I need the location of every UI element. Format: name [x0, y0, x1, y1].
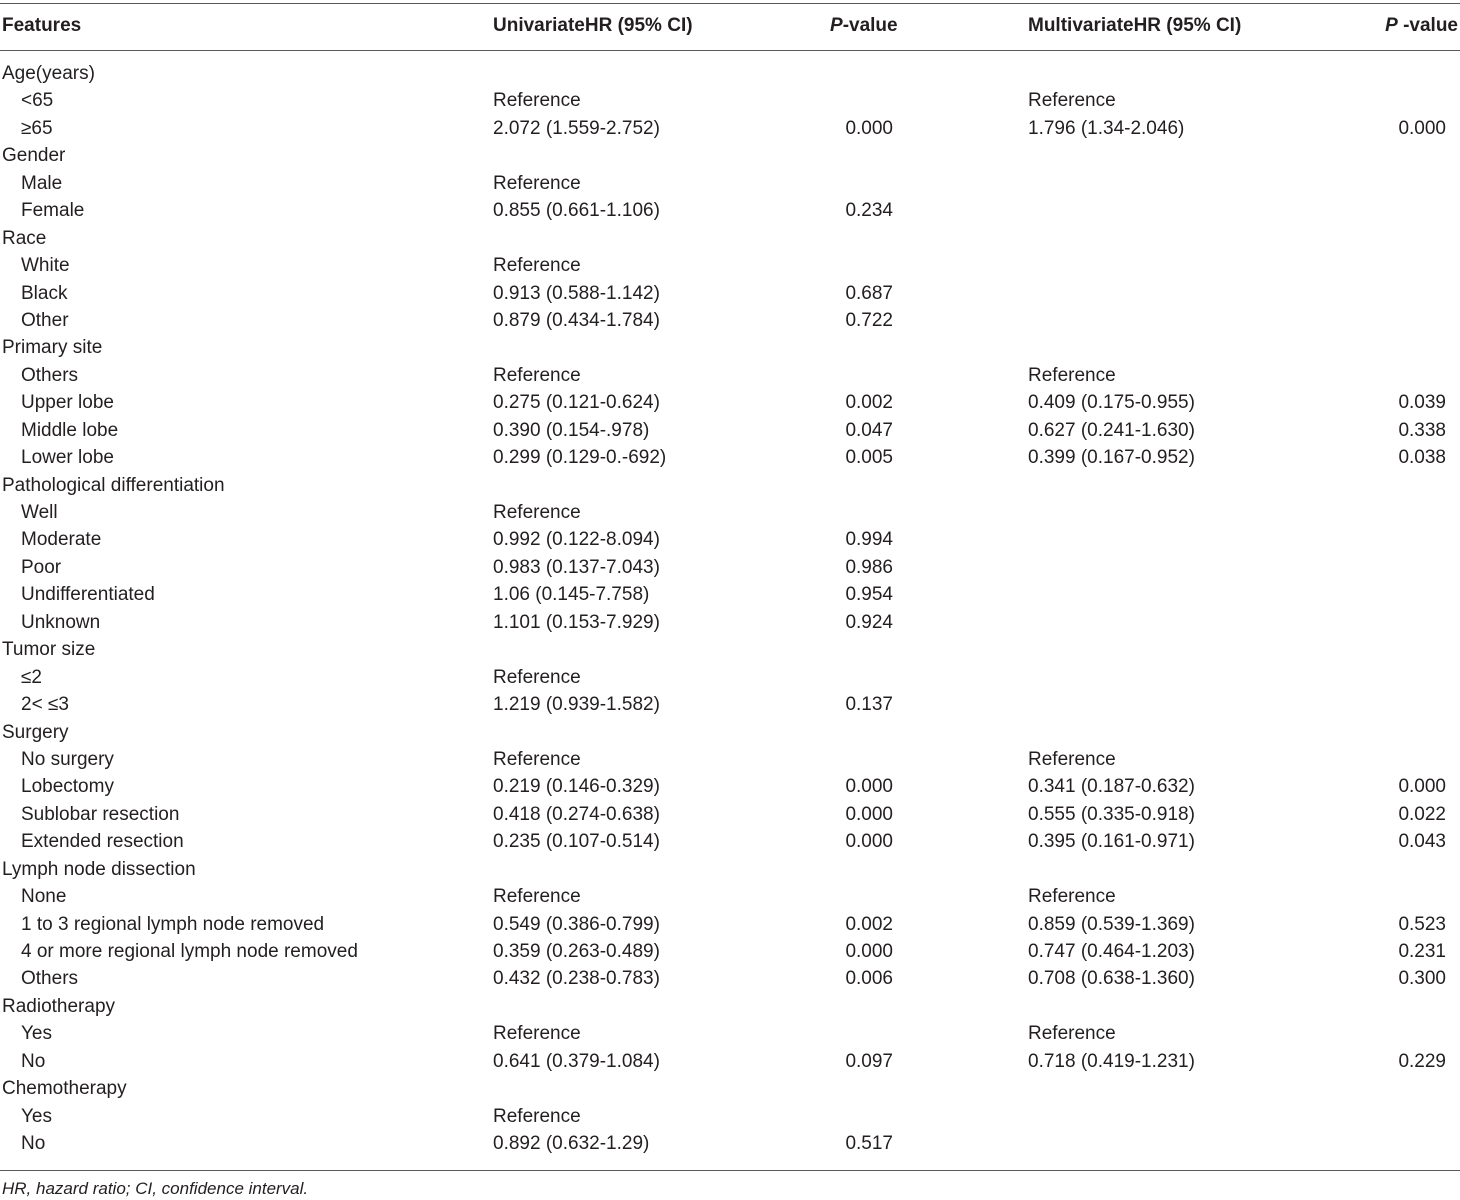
table-row [0, 500, 1460, 527]
feature-cell: None [21, 886, 67, 908]
univariate-hr-cell: Reference [493, 748, 581, 770]
multivariate-hr-cell: Reference [1028, 90, 1116, 112]
univariate-p-value-cell: 0.006 [845, 968, 893, 990]
table-row [0, 665, 1460, 692]
feature-cell: Surgery [2, 721, 69, 743]
feature-cell: 4 or more regional lymph node removed [21, 941, 358, 962]
univariate-hr-cell: 0.432 (0.238-0.783) [493, 968, 660, 990]
table-row [0, 88, 1460, 115]
table-group-row [0, 226, 1460, 253]
univariate-hr-cell: Reference [493, 1023, 581, 1045]
multivariate-p-value-cell: 0.229 [1398, 1050, 1446, 1072]
univariate-p-value-cell: 0.000 [845, 831, 893, 853]
table-row [0, 198, 1460, 225]
univariate-p-value-cell: 0.000 [845, 776, 893, 798]
table-group-row [0, 473, 1460, 500]
univariate-p-value-cell: 0.687 [845, 282, 893, 304]
feature-cell: Extended resection [21, 831, 184, 853]
multivariate-hr-cell: 0.395 (0.161-0.971) [1028, 831, 1195, 853]
multivariate-hr-cell: 0.708 (0.638-1.360) [1028, 968, 1195, 990]
feature-cell: Lymph node dissection [2, 858, 196, 880]
table-row [0, 610, 1460, 637]
multivariate-hr-cell: Reference [1028, 1023, 1116, 1045]
univariate-hr-cell: 2.072 (1.559-2.752) [493, 117, 660, 139]
multivariate-p-value-cell: 0.000 [1398, 776, 1446, 798]
univariate-p-value-cell: 0.924 [845, 611, 893, 633]
univariate-p-value-cell: 0.137 [845, 694, 893, 716]
univariate-hr-cell: 0.549 (0.386-0.799) [493, 913, 660, 935]
feature-cell: ≤2 [21, 666, 42, 688]
multivariate-hr-cell: 0.341 (0.187-0.632) [1028, 776, 1195, 798]
univariate-hr-cell: 0.983 (0.137-7.043) [493, 556, 660, 578]
table-row [0, 692, 1460, 719]
univariate-p-value-cell: 0.517 [845, 1133, 893, 1155]
header-features: Features [2, 15, 82, 36]
table-row [0, 1021, 1460, 1048]
multivariate-hr-cell: 0.399 (0.167-0.952) [1028, 447, 1195, 469]
header-multivariate-p-value [1385, 13, 1458, 39]
table-header-rule [0, 50, 1460, 51]
feature-cell: No [21, 1050, 46, 1072]
table-footnote: HR, hazard ratio; CI, confidence interval. [2, 1179, 309, 1198]
multivariate-hr-cell: Reference [1028, 886, 1116, 908]
multivariate-hr-cell: 0.718 (0.419-1.231) [1028, 1050, 1195, 1072]
univariate-p-value-cell: 0.000 [845, 941, 893, 962]
feature-cell: White [21, 255, 70, 277]
feature-cell: Moderate [21, 529, 102, 551]
header-multivariate-p-letter: P [1385, 15, 1398, 36]
univariate-p-value-cell: 0.994 [845, 529, 893, 551]
feature-cell: Age(years) [2, 63, 95, 84]
univariate-p-value-cell: 0.002 [845, 913, 893, 935]
table-row [0, 966, 1460, 993]
univariate-hr-cell: 0.235 (0.107-0.514) [493, 831, 660, 853]
feature-cell: Primary site [2, 337, 103, 359]
feature-cell: 1 to 3 regional lymph node removed [21, 913, 325, 935]
feature-cell: Tumor size [2, 639, 96, 661]
header-univariate-p-suffix: -value [842, 15, 898, 36]
table-row [0, 418, 1460, 445]
feature-cell: Others [21, 364, 79, 386]
table-row [0, 390, 1460, 417]
table-row [0, 1131, 1460, 1158]
univariate-hr-cell: Reference [493, 1105, 581, 1127]
table-row [0, 747, 1460, 774]
header-univariate-p-letter: P [830, 15, 843, 36]
univariate-p-value-cell: 0.000 [845, 803, 893, 825]
multivariate-p-value-cell: 0.523 [1398, 913, 1446, 935]
feature-cell: Poor [21, 556, 62, 578]
table-body [0, 61, 1460, 1159]
table-row [0, 774, 1460, 801]
table-header-row [0, 13, 1460, 41]
table-group-row [0, 143, 1460, 170]
table-group-row [0, 335, 1460, 362]
table-row [0, 582, 1460, 609]
table-row [0, 171, 1460, 198]
table-group-row [0, 61, 1460, 88]
feature-cell: Yes [21, 1105, 52, 1127]
feature-cell: Others [21, 968, 79, 990]
table-row [0, 555, 1460, 582]
univariate-hr-cell: 1.101 (0.153-7.929) [493, 611, 660, 633]
feature-cell: Pathological differentiation [2, 474, 225, 496]
univariate-p-value-cell: 0.005 [845, 447, 893, 469]
univariate-hr-cell: Reference [493, 364, 581, 386]
univariate-hr-cell: 1.219 (0.939-1.582) [493, 694, 660, 716]
multivariate-hr-cell: Reference [1028, 364, 1116, 386]
table-top-rule [0, 3, 1460, 4]
table-group-row [0, 637, 1460, 664]
table-row [0, 281, 1460, 308]
header-univariate-p-value [830, 13, 898, 39]
multivariate-hr-cell: Reference [1028, 748, 1116, 770]
header-multivariate-hr: MultivariateHR (95% CI) [1028, 15, 1242, 36]
multivariate-hr-cell: 0.747 (0.464-1.203) [1028, 941, 1195, 962]
feature-cell: Undifferentiated [21, 584, 155, 606]
univariate-hr-cell: 0.418 (0.274-0.638) [493, 803, 660, 825]
multivariate-p-value-cell: 0.022 [1398, 803, 1446, 825]
header-univariate-hr: UnivariateHR (95% CI) [493, 15, 693, 36]
feature-cell: <65 [21, 90, 54, 112]
univariate-hr-cell: 0.275 (0.121-0.624) [493, 392, 660, 414]
univariate-p-value-cell: 0.722 [845, 309, 893, 331]
table-row [0, 445, 1460, 472]
multivariate-hr-cell: 1.796 (1.34-2.046) [1028, 117, 1185, 139]
feature-cell: Sublobar resection [21, 803, 180, 825]
feature-cell: Upper lobe [21, 392, 114, 414]
feature-cell: Gender [2, 145, 66, 167]
feature-cell: No surgery [21, 748, 114, 770]
feature-cell: Radiotherapy [2, 995, 116, 1017]
table-row [0, 1049, 1460, 1076]
feature-cell: ≥65 [21, 117, 53, 139]
table-row [0, 527, 1460, 554]
univariate-hr-cell: 0.913 (0.588-1.142) [493, 282, 660, 304]
feature-cell: Male [21, 172, 63, 194]
univariate-hr-cell: Reference [493, 90, 581, 112]
table-bottom-rule [0, 1170, 1460, 1171]
table-row [0, 884, 1460, 911]
univariate-hr-cell: 0.641 (0.379-1.084) [493, 1050, 660, 1072]
univariate-hr-cell: 0.992 (0.122-8.094) [493, 529, 660, 551]
univariate-hr-cell: 0.359 (0.263-0.489) [493, 941, 660, 962]
univariate-hr-cell: Reference [493, 172, 581, 194]
table-row [0, 253, 1460, 280]
multivariate-p-value-cell: 0.338 [1398, 419, 1446, 441]
multivariate-p-value-cell: 0.038 [1398, 447, 1446, 469]
multivariate-hr-cell: 0.555 (0.335-0.918) [1028, 803, 1195, 825]
table-group-row [0, 857, 1460, 884]
header-multivariate-p-suffix: -value [1397, 15, 1458, 36]
feature-cell: Well [21, 502, 58, 523]
feature-cell: Lobectomy [21, 776, 114, 798]
feature-cell: Chemotherapy [2, 1078, 127, 1100]
table-group-row [0, 720, 1460, 747]
feature-cell: Female [21, 200, 85, 222]
univariate-p-value-cell: 0.986 [845, 556, 893, 578]
univariate-hr-cell: 0.892 (0.632-1.29) [493, 1133, 650, 1155]
feature-cell: Lower lobe [21, 447, 114, 469]
table-row [0, 116, 1460, 143]
table-row [0, 802, 1460, 829]
univariate-hr-cell: 0.855 (0.661-1.106) [493, 200, 660, 222]
table-row [0, 363, 1460, 390]
univariate-hr-cell: 0.390 (0.154-.978) [493, 419, 650, 441]
univariate-hr-cell: 1.06 (0.145-7.758) [493, 584, 650, 606]
multivariate-p-value-cell: 0.043 [1398, 831, 1446, 853]
univariate-hr-cell: Reference [493, 502, 581, 523]
univariate-p-value-cell: 0.954 [845, 584, 893, 606]
feature-cell: Race [2, 227, 47, 249]
multivariate-hr-cell: 0.859 (0.539-1.369) [1028, 913, 1195, 935]
multivariate-p-value-cell: 0.039 [1398, 392, 1446, 414]
univariate-p-value-cell: 0.002 [845, 392, 893, 414]
univariate-hr-cell: 0.879 (0.434-1.784) [493, 309, 660, 331]
univariate-p-value-cell: 0.047 [845, 419, 893, 441]
univariate-p-value-cell: 0.097 [845, 1050, 893, 1072]
table-row [0, 308, 1460, 335]
multivariate-hr-cell: 0.627 (0.241-1.630) [1028, 419, 1195, 441]
table-group-row [0, 1076, 1460, 1103]
table-row [0, 939, 1460, 966]
multivariate-hr-cell: 0.409 (0.175-0.955) [1028, 392, 1195, 414]
univariate-hr-cell: Reference [493, 666, 581, 688]
univariate-hr-cell: 0.219 (0.146-0.329) [493, 776, 660, 798]
table-row [0, 1104, 1460, 1131]
univariate-hr-cell: Reference [493, 255, 581, 277]
multivariate-p-value-cell: 0.000 [1398, 117, 1446, 139]
univariate-hr-cell: 0.299 (0.129-0.-692) [493, 447, 667, 469]
table-row [0, 912, 1460, 939]
table-group-row [0, 994, 1460, 1021]
feature-cell: 2< ≤3 [21, 694, 69, 716]
univariate-hr-cell: Reference [493, 886, 581, 908]
table-row [0, 829, 1460, 856]
feature-cell: Black [21, 282, 68, 304]
multivariate-p-value-cell: 0.300 [1398, 968, 1446, 990]
feature-cell: Unknown [21, 611, 101, 633]
univariate-p-value-cell: 0.234 [845, 200, 893, 222]
feature-cell: Middle lobe [21, 419, 119, 441]
feature-cell: Other [21, 309, 69, 331]
multivariate-p-value-cell: 0.231 [1398, 941, 1446, 962]
feature-cell: Yes [21, 1023, 52, 1045]
univariate-p-value-cell: 0.000 [845, 117, 893, 139]
feature-cell: No [21, 1133, 46, 1155]
